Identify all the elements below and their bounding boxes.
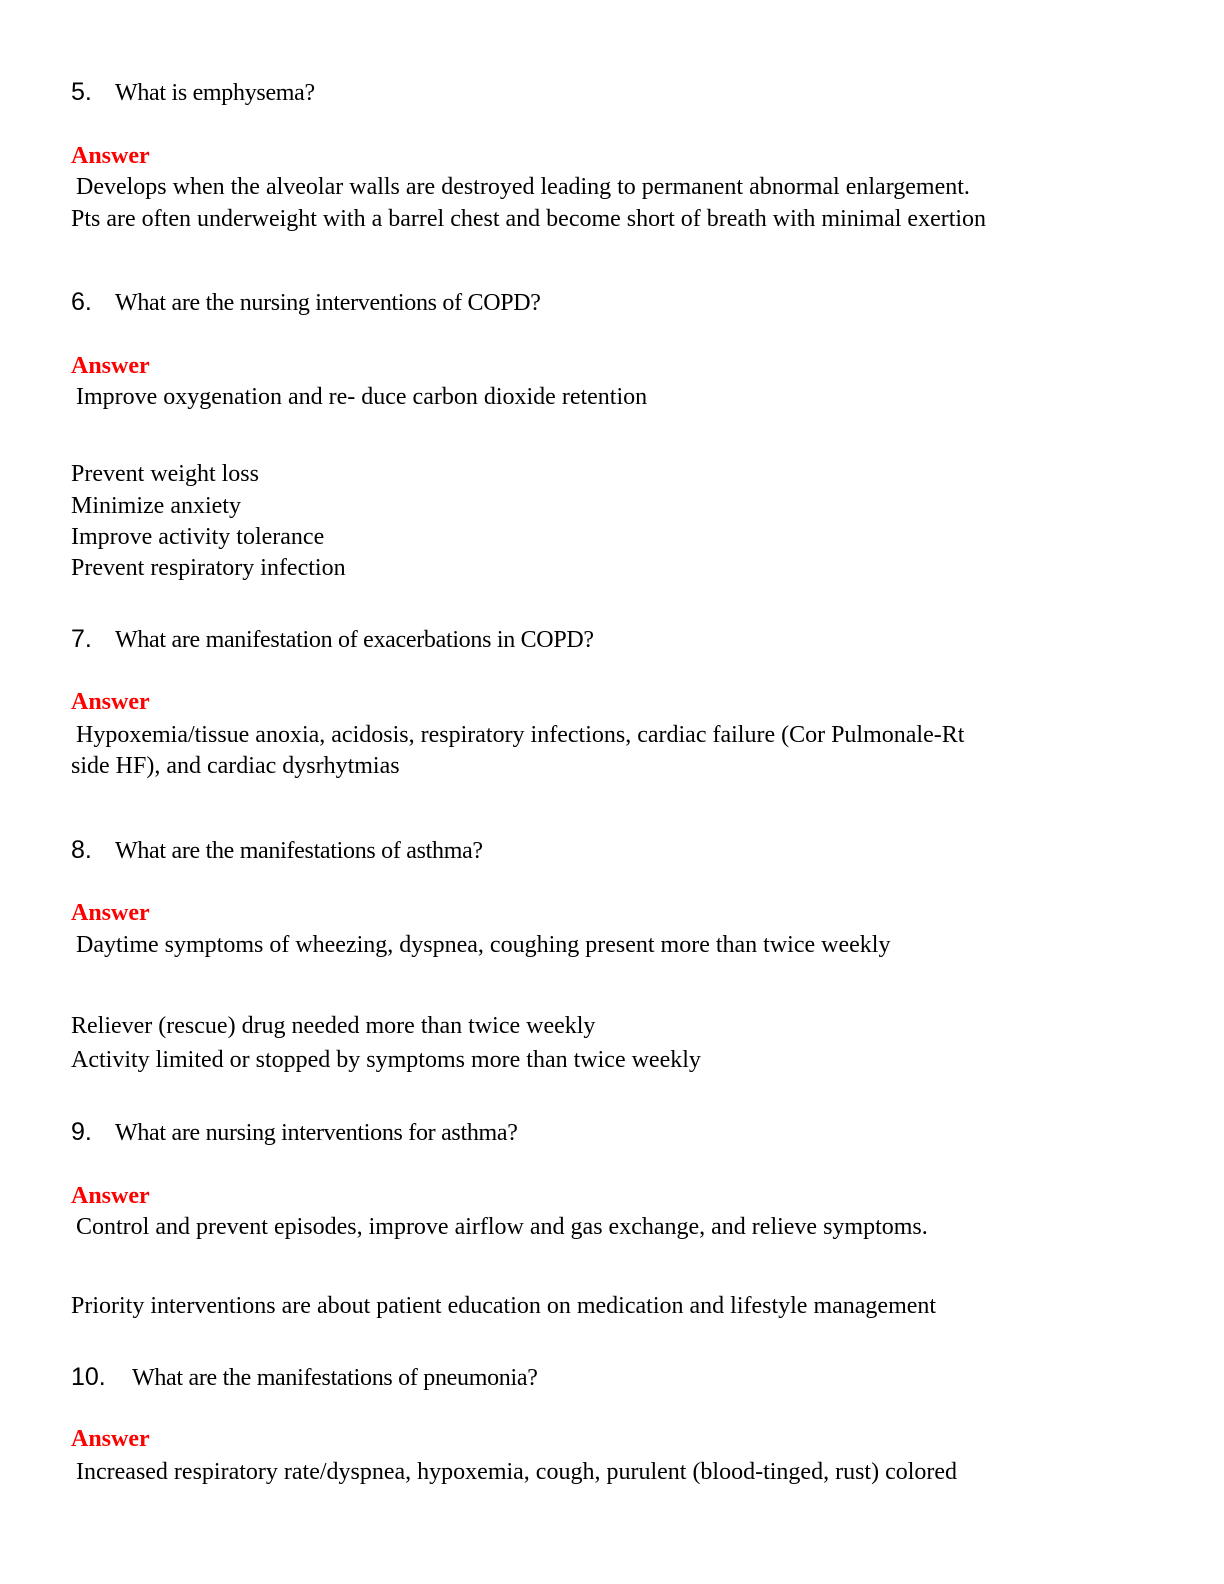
answer-label: Answer xyxy=(71,353,150,379)
answer-line: Minimize anxiety xyxy=(71,493,241,519)
question-number: 9. xyxy=(71,1118,92,1146)
question-6 xyxy=(71,287,541,318)
question-text: What is emphysema? xyxy=(115,80,315,106)
question-text: What are nursing interventions for asthma? xyxy=(115,1120,518,1146)
answer-line: Control and prevent episodes, improve airflow and gas exchange, and relieve symptoms. xyxy=(76,1214,928,1240)
answer-line: Improve activity tolerance xyxy=(71,524,325,550)
answer-label: Answer xyxy=(71,1426,150,1452)
question-text: What are the nursing interventions of COPD? xyxy=(115,290,541,316)
answer-line: Increased respiratory rate/dyspnea, hypoxemia, cough, purulent (blood-tinged, rust) colored xyxy=(76,1459,958,1485)
answer-line: Priority interventions are about patient education on medication and lifestyle management xyxy=(71,1293,937,1319)
answer-line: Activity limited or stopped by symptoms more than twice weekly xyxy=(71,1047,701,1073)
question-number: 7. xyxy=(71,625,92,653)
question-text: What are the manifestations of pneumonia? xyxy=(132,1365,538,1391)
question-5 xyxy=(71,77,315,108)
answer-line: Prevent weight loss xyxy=(71,461,259,487)
question-8 xyxy=(71,835,483,866)
question-number: 8. xyxy=(71,836,92,864)
question-7 xyxy=(71,624,594,655)
answer-line: Develops when the alveolar walls are destroyed leading to permanent abnormal enlargement. xyxy=(76,174,970,200)
answer-line: Daytime symptoms of wheezing, dyspnea, coughing present more than twice weekly xyxy=(76,932,891,958)
answer-line: Pts are often underweight with a barrel chest and become short of breath with minimal exertion xyxy=(71,206,987,232)
question-9 xyxy=(71,1117,518,1148)
answer-label: Answer xyxy=(71,900,150,926)
question-number: 6. xyxy=(71,288,92,316)
question-10 xyxy=(71,1362,538,1393)
question-text: What are manifestation of exacerbations in COPD? xyxy=(115,627,594,653)
answer-line: Reliever (rescue) drug needed more than twice weekly xyxy=(71,1013,596,1039)
answer-line: Improve oxygenation and re- duce carbon dioxide retention xyxy=(76,384,648,410)
answer-line: Prevent respiratory infection xyxy=(71,555,346,581)
question-text: What are the manifestations of asthma? xyxy=(115,838,483,864)
answer-label: Answer xyxy=(71,143,150,169)
answer-line: side HF), and cardiac dysrhytmias xyxy=(71,753,400,779)
answer-line: Hypoxemia/tissue anoxia, acidosis, respiratory infections, cardiac failure (Cor Pulmonale-Rt xyxy=(76,722,965,748)
question-number: 5. xyxy=(71,78,92,106)
answer-label: Answer xyxy=(71,1183,150,1209)
answer-label: Answer xyxy=(71,689,150,715)
question-number: 10. xyxy=(71,1363,106,1391)
